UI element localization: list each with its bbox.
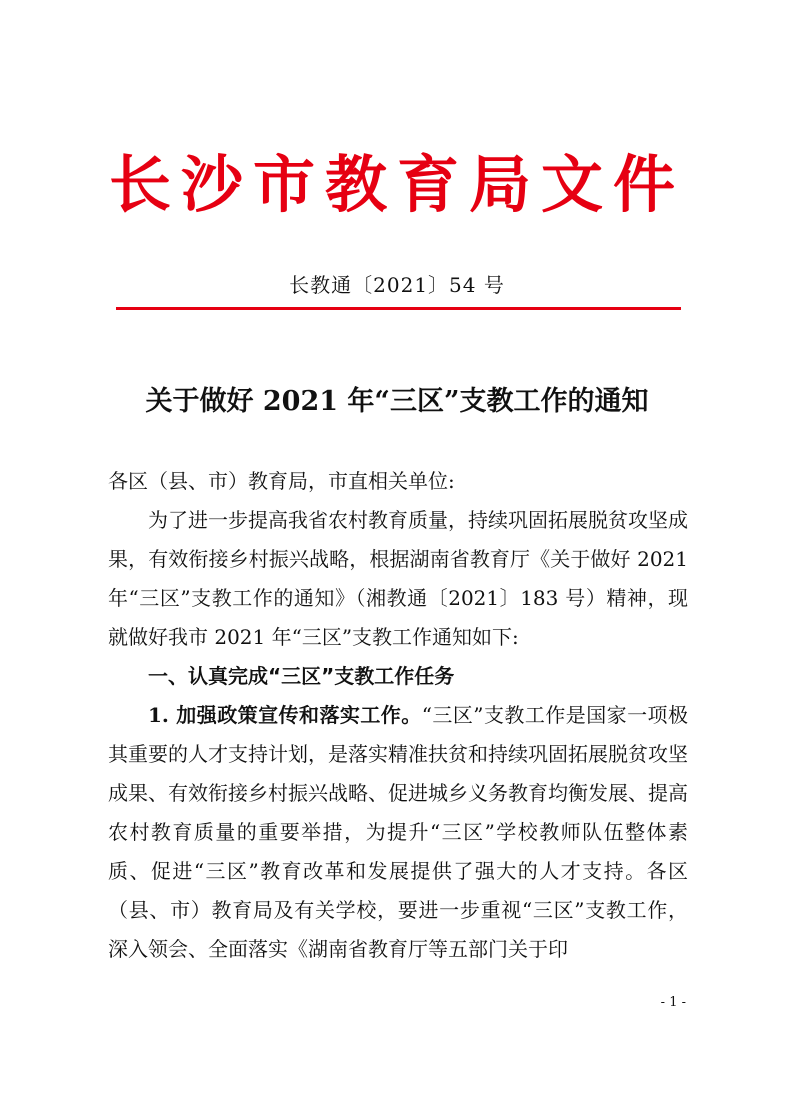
salutation: 各区（县、市）教育局，市直相关单位:: [108, 469, 455, 493]
document-number: 长教通〔2021〕54 号: [289, 273, 505, 297]
page-number: - 1 -: [660, 995, 686, 1010]
intro-paragraph: 为了进一步提高我省农村教育质量，持续巩固拓展脱贫攻坚成果，有效衔接乡村振兴战略，根据湖南省教育厅《关于做好 2021 年“三区”支教工作的通知》（湘教通〔2021〕183 号）精神，现就做好我市 2021 年“三区”支教工作通知如下:: [108, 508, 688, 649]
document-masthead: 长沙市教育局文件: [108, 148, 685, 221]
item-1-text: “三区”支教工作是国家一项极其重要的人才支持计划，是落实精准扶贫和持续巩固拓展脱贫攻坚成果、有效衔接乡村振兴战略、促进城乡义务教育均衡发展、提高农村教育质量的重要举措，为提升“三区”学校教师队伍整体素质、促进“三区”教育改革和发展提供了强大的人才支持。各区（县、市）教育局及有关学校，要进一步重视“三区”支教工作，深入领会、全面落实《湖南省教育厅等五部门关于印: [108, 703, 689, 961]
item-1-lead: 1. 加强政策宣传和落实工作。: [148, 703, 422, 727]
section-heading-1: 一、认真完成“三区”支教工作任务: [148, 664, 455, 688]
item-1-paragraph: [108, 696, 688, 969]
document-body: [108, 462, 688, 969]
red-divider-line: [116, 307, 681, 310]
notice-title: 关于做好 2021 年“三区”支教工作的通知: [145, 386, 649, 417]
